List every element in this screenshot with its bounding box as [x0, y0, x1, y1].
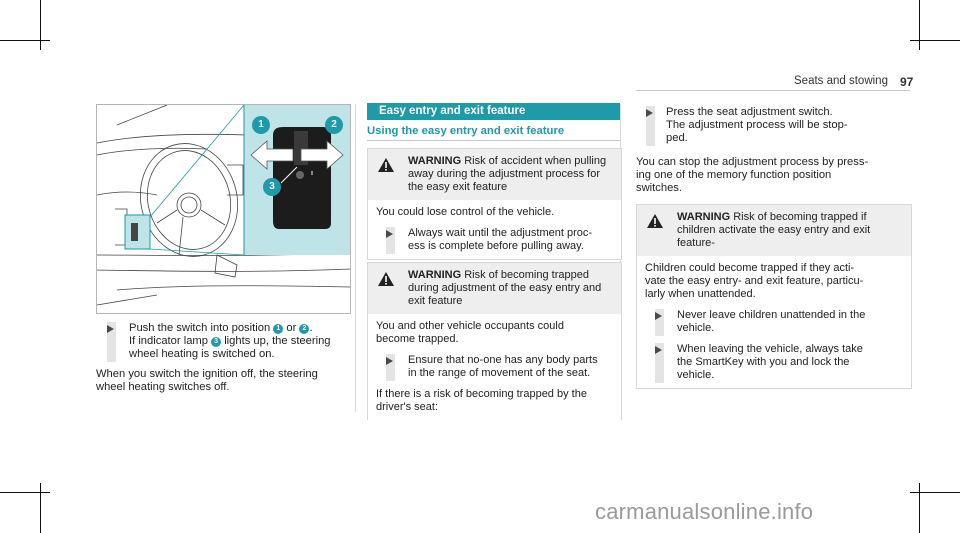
crop-mark [0, 492, 50, 493]
warning-text: Risk of becoming trapped if [733, 211, 867, 223]
warning-line: vehicle. [677, 369, 715, 381]
callout-3: 3 [263, 178, 281, 196]
warning-triangle-icon [647, 214, 663, 228]
warning-text: Risk of becoming trapped [464, 269, 589, 281]
instruction-step [96, 322, 349, 362]
step-line [129, 335, 349, 348]
instruction-step [636, 106, 910, 146]
callout-2-icon: 2 [299, 324, 309, 334]
warning-line: driver's seat: [376, 401, 439, 413]
warning-header [368, 263, 621, 314]
warning-line [677, 211, 903, 224]
right-column-step [636, 106, 910, 195]
warning-triangle-icon [378, 158, 394, 172]
warning-line: children activate the easy entry and exit [677, 224, 871, 236]
warning-line: When leaving the vehicle, always take [677, 343, 863, 355]
warning-line: If there is a risk of becoming trapped by the [376, 388, 587, 400]
body-text: When you switch the ignition off, the steering [96, 367, 318, 380]
warning-line: the SmartKey with you and lock the [677, 356, 850, 368]
page-number: 97 [900, 75, 914, 89]
step-line: Press the seat adjustment switch. [666, 106, 833, 118]
warning-title: WARNING [408, 155, 462, 167]
warning-box [367, 262, 622, 420]
warning-body [368, 200, 621, 259]
warning-step [645, 309, 903, 335]
warning-line [408, 155, 613, 168]
warning-line: during adjustment of the easy entry and [408, 282, 602, 294]
body-text: ing one of the memory function position [636, 168, 832, 181]
callout-1: 1 [252, 116, 270, 134]
step-line: wheel heating is switched on. [129, 348, 275, 361]
warning-line: vehicle. [677, 322, 715, 334]
header-rule [636, 90, 910, 91]
body-text: switches. [636, 182, 683, 195]
crop-mark [910, 40, 960, 41]
step-arrow-icon [655, 312, 662, 320]
crop-mark [919, 0, 920, 50]
warning-line: Always wait until the adjustment proc- [408, 227, 593, 239]
warning-line: ess is complete before pulling away. [408, 240, 584, 252]
column-divider [355, 104, 356, 412]
warning-line: in the range of movement of the seat. [408, 367, 591, 379]
warning-line: vate the easy entry- and exit feature, particu- [645, 275, 864, 287]
warning-line: larly when unattended. [645, 288, 756, 300]
warning-title: WARNING [408, 269, 462, 281]
step-line: ped. [666, 132, 688, 145]
section-heading: Easy entry and exit feature [367, 103, 620, 120]
body-text: You can stop the adjustment process by press- [636, 155, 869, 168]
warning-line [408, 269, 613, 282]
warning-step [645, 343, 903, 382]
crop-mark [0, 40, 50, 41]
callout-3-icon: 3 [211, 337, 221, 347]
step-arrow-icon [107, 325, 114, 333]
warning-line: exit feature [408, 295, 463, 307]
running-header-section: Seats and stowing [794, 75, 888, 87]
step-arrow-icon [646, 109, 653, 117]
warning-line: Ensure that no-one has any body parts [408, 354, 598, 366]
crop-mark [40, 483, 41, 533]
step-text: If indicator lamp [129, 335, 208, 348]
warning-title: WARNING [677, 211, 731, 223]
warning-line: You could lose control of the vehicle. [376, 206, 555, 218]
warning-header [368, 149, 621, 200]
step-arrow-icon [386, 357, 393, 365]
warning-triangle-icon [378, 272, 394, 286]
crop-mark [40, 0, 41, 50]
crop-mark [910, 492, 960, 493]
warning-box [367, 148, 622, 260]
warning-line: Never leave children unattended in the [677, 309, 866, 321]
warning-line: You and other vehicle occupants could [376, 320, 564, 332]
warning-line: become trapped. [376, 333, 459, 345]
step-text: or [286, 322, 297, 334]
warning-text: Risk of accident when pulling [464, 155, 607, 167]
warning-line: feature- [677, 237, 715, 249]
callout-2: 2 [325, 116, 343, 134]
warning-header [637, 205, 911, 256]
warning-body [368, 314, 621, 420]
watermark: carmanualsonline.info [595, 499, 814, 524]
warning-line: Children could become trapped if they acti- [645, 262, 855, 274]
step-arrow-icon [655, 346, 662, 354]
step-line: Push the switch into position 1 or 2 . [129, 322, 313, 334]
steering-wheel-illustration [96, 104, 351, 314]
warning-step [376, 354, 613, 380]
dashboard-drawing [97, 105, 350, 313]
warning-step [376, 227, 613, 253]
step-text: lights up, the steering [224, 335, 331, 348]
callout-1-icon: 1 [273, 324, 283, 334]
step-text: Push the switch into position [129, 322, 271, 334]
body-text: wheel heating switches off. [96, 380, 230, 393]
warning-line: the easy exit feature [408, 181, 508, 193]
left-column [96, 322, 349, 394]
crop-mark [919, 483, 920, 533]
step-line: The adjustment process will be stop- [666, 119, 848, 132]
subsection-heading: Using the easy entry and exit feature [367, 125, 565, 137]
warning-body [637, 256, 911, 388]
subheading-rule [367, 140, 620, 141]
warning-line: away during the adjustment process for [408, 168, 600, 180]
warning-box [636, 204, 912, 389]
step-arrow-icon [386, 230, 393, 238]
